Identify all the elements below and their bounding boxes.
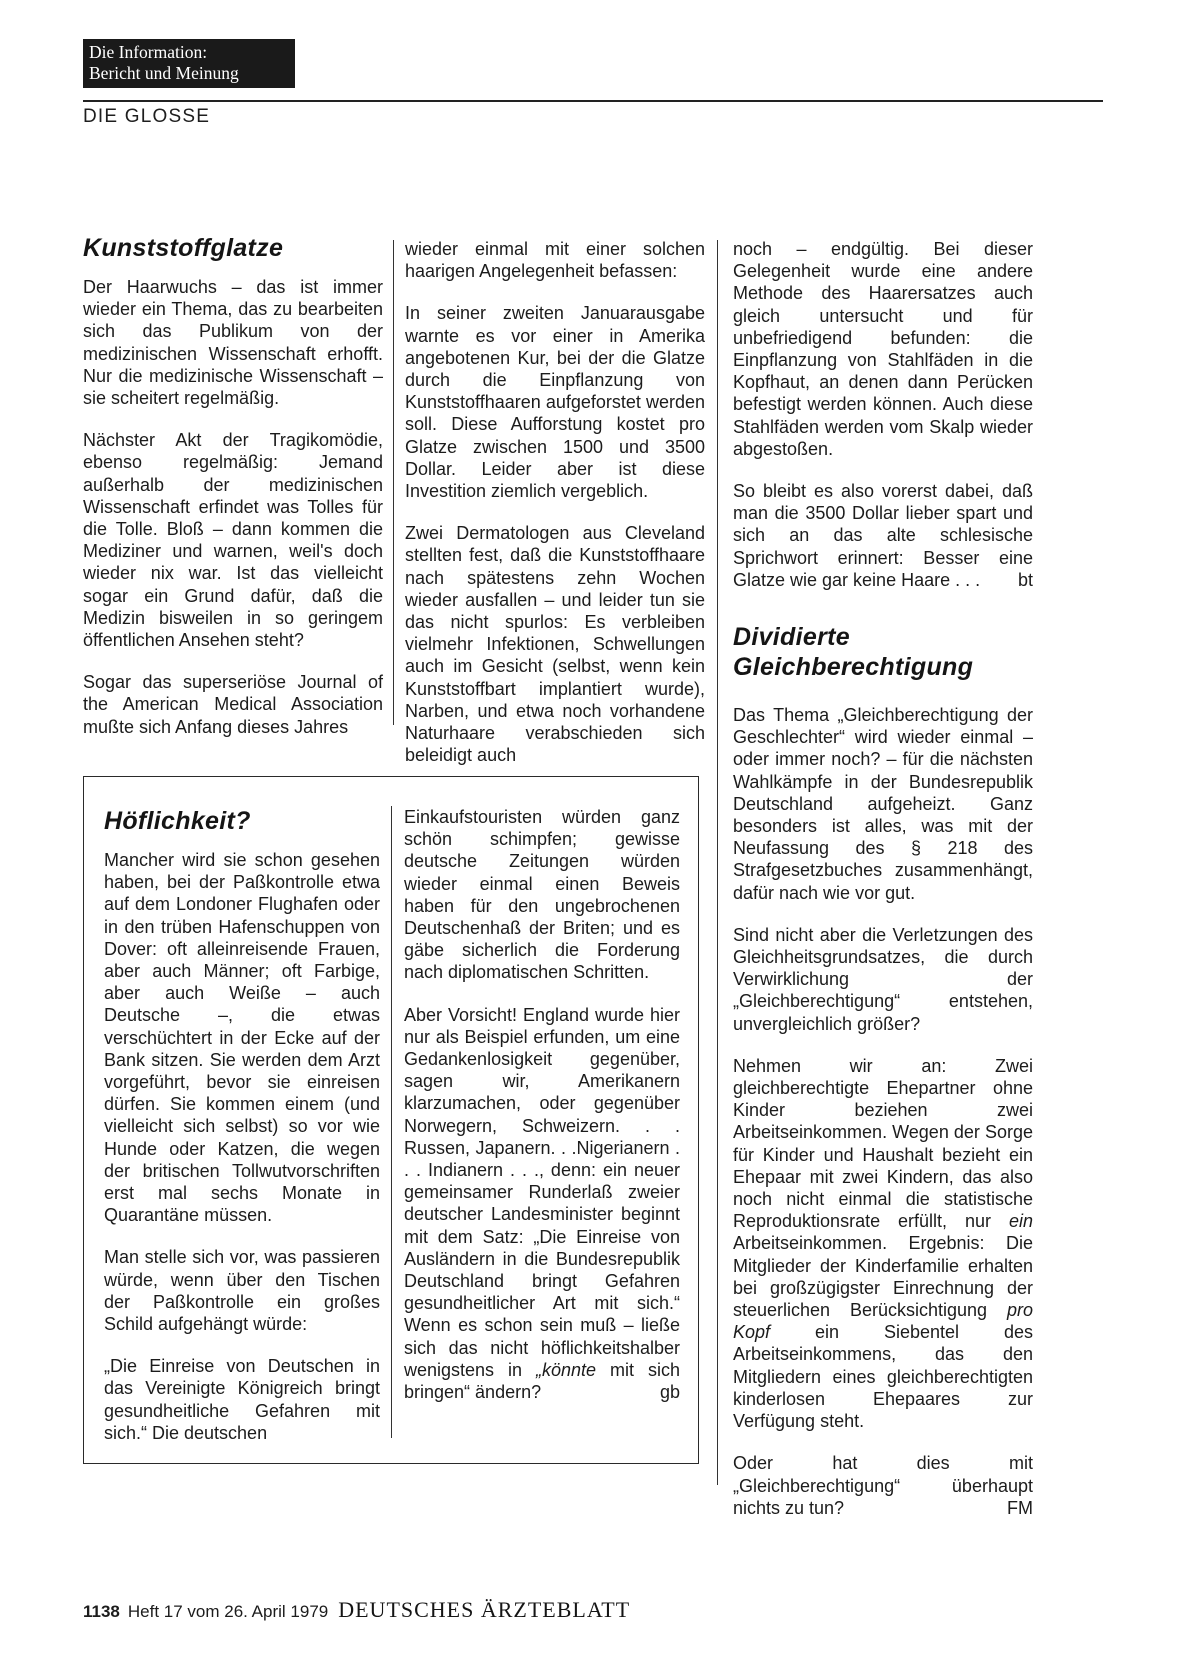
article-kunststoffglatze-col2 <box>405 238 705 766</box>
paragraph: Sogar das superseriöse Journal of the American Medical Association mußte sich Anfang dieses Jahres <box>83 672 383 737</box>
article-kunststoffglatze-col1 <box>83 233 383 738</box>
article-title-gleichberechtigung <box>733 622 1033 682</box>
article-hoeflichkeit-col2 <box>404 806 680 1403</box>
column-rule <box>393 240 394 725</box>
paragraph <box>404 1004 680 1404</box>
paragraph <box>733 1055 1033 1432</box>
title-line: Dividierte <box>733 623 850 651</box>
page-number: 1138 <box>83 1602 120 1621</box>
emphasis: „könnte <box>536 1359 597 1380</box>
paragraph-text: ein Siebentel des Arbeitseinkommens, das den Mitgliedern eines gleichberechtigten kinderlosen Ehepaares zur Verfügung steht. <box>733 1322 1033 1432</box>
paragraph: Zwei Dermatologen aus Cleveland stellten fest, daß die Kunststoffhaare nach spätestens zehn Wochen wieder ausfallen – und leider tun sie das nicht spurlos: Es verbleiben vielmehr Infektionen, Schwellungen auch im Gesicht (selbst, wenn kein Kunststoffbart implantiert wurde), Narben, und etwa noch vorhandene Naturhaare verabschieden sich beleidigt auch <box>405 523 705 766</box>
paragraph: Das Thema „Gleichberechtigung der Geschlechter“ wird wieder einmal – oder immer noch? – für die nächsten Wahlkämpfe in der Bundesrepublik Deutschland aufgeheizt. Ganz besonders ist alles, was mit der Neufassung des § 218 des Strafgesetzbuches zusammenhängt, dafür nach wie vor gut. <box>733 705 1033 903</box>
paragraph-text: Nehmen wir an: Zwei gleichberechtigte Ehepartner ohne Kinder beziehen zwei Arbeitseinkommen. Wegen der Sorge für Kinder und Haushalt bezieht ein Ehepaar mit zwei Kindern, das also noch nicht einmal die statistische Reproduktionsrate erfüllt, nur <box>733 1055 1033 1232</box>
paragraph: wieder einmal mit einer solchen haarigen Angelegenheit befassen: <box>405 239 705 282</box>
column-rule <box>717 240 718 1485</box>
paragraph-text: Aber Vorsicht! England wurde hier nur als Beispiel erfunden, um eine Gedankenlosigkeit gegenüber, sagen wir, Amerikanern klarzumachen, oder gegenüber Norwegern, Schweizern. . . Russen, Japanern. . .Nigerianern . . . Indianern . . ., denn: ein neuer gemeinsamer Runderlaß zweier deutscher Landesminister beginnt mit dem Satz: „Die Einreise von Ausländern in die Bundesrepublik Deutschland bringt Gefahren gesundheitlicher Art mit sich.“ Wenn es schon sein muß – ließe sich das nicht höflichkeitshalber wenigstens in <box>404 1004 680 1380</box>
article-title-hoeflichkeit: Höflichkeit? <box>104 807 251 835</box>
article-title-kunststoffglatze: Kunststoffglatze <box>83 234 284 262</box>
paragraph <box>733 1452 1033 1519</box>
paragraph: noch – endgültig. Bei dieser Gelegenheit wurde eine andere Methode des Haarersatzes auch gleich untersucht und für unbefriedigend befunden: die Einpflanzung von Stahlfäden in die Kopfhaut, an denen dann Perücken befestigt werden können. Auch diese Stahlfäden werden vom Skalp wieder abgestoßen. <box>733 239 1033 459</box>
section-label-line2: Bericht und Meinung <box>89 63 239 83</box>
paragraph: „Die Einreise von Deutschen in das Vereinigte Königreich bringt gesundheitliche Gefahren mit sich.“ Die deutschen <box>104 1356 380 1443</box>
paragraph: Mancher wird sie schon gesehen haben, bei der Paßkontrolle etwa auf dem Londoner Flughafen oder in den trüben Hafenschuppen von Dover: oft alleinreisende Frauen, aber auch Männer; oft Farbige, aber auch Weiße – auch Deutsche –, die etwas verschüchtert in der Ecke auf der Bank sitzen. Sie werden dem Arzt vorgeführt, bevor sie einreisen dürfen. Sie kommen einem (und vielleicht sich selbst) so vor wie Hunde oder Katzen, die wegen der britischen Tollwutvorschriften erst mal sechs Monate in Quarantäne müssen. <box>104 850 380 1226</box>
paragraph <box>733 480 1033 591</box>
author-signature: bt <box>1017 569 1033 590</box>
emphasis: pro Kopf <box>733 1300 1033 1343</box>
article-hoeflichkeit-col1 <box>104 806 380 1444</box>
article-kunststoffglatze-col3 <box>733 238 1033 591</box>
author-signature: gb <box>659 1382 680 1403</box>
rubric-kicker: DIE GLOSSE <box>83 106 211 127</box>
issue-info: Heft 17 vom 26. April 1979 <box>127 1602 329 1621</box>
paragraph: Einkaufstouristen würden ganz schön schimpfen; gewisse deutsche Zeitungen würden wieder einmal einen Beweis haben für den ungebrochenen Deutschenhaß der Briten; und es gäbe sicherlich die Forderung nach diplomatischen Schritten. <box>404 807 680 983</box>
article-gleichberechtigung <box>733 622 1033 1519</box>
author-signature: FM <box>1007 1497 1033 1518</box>
paragraph: In seiner zweiten Januarausgabe warnte es vor einer in Amerika angebotenen Kur, bei der die Glatze durch die Einpflanzung von Kunststoffhaaren aufgeforstet werden soll. Diese Aufforstung kostet pro Glatze zwischen 1500 und 3500 Dollar. Leider aber ist diese Investition ziemlich vergeblich. <box>405 303 705 502</box>
column-rule <box>391 806 392 1438</box>
magazine-name: DEUTSCHES ÄRZTEBLATT <box>338 1597 631 1622</box>
section-label-line1: Die Information: <box>89 42 208 62</box>
paragraph-text: So bleibt es also vorerst dabei, daß man die 3500 Dollar lieber spart und sich an das alte schlesische Sprichwort erinnert: Besser eine Glatze wie gar keine Haare . . . <box>733 481 1033 590</box>
page-footer <box>83 1597 630 1623</box>
header-rule <box>83 100 1103 102</box>
paragraph: Der Haarwuchs – das ist immer wieder ein Thema, das zu bearbeiten sich das Publikum von der medizinischen Wissenschaft erhofft. Nur die medizinische Wissenschaft – sie scheitert regelmäßig. <box>83 277 383 409</box>
paragraph: Sind nicht aber die Verletzungen des Gleichheitsgrundsatzes, die durch Verwirklichung der „Gleichberechtigung“ entstehen, unvergleichlich größer? <box>733 924 1033 1034</box>
paragraph: Nächster Akt der Tragikomödie, ebenso regelmäßig: Jemand außerhalb der medizinischen Wissenschaft erfindet was Tolles für die Tolle. Bloß – dann kommen die Mediziner und warnen, weil's doch wieder nix war. Ist das vielleicht sogar ein Grund dafür, daß die Medizin bisweilen in so geringem öffentlichen Ansehen steht? <box>83 430 383 651</box>
paragraph: Man stelle sich vor, was passieren würde, wenn über den Tischen der Paßkontrolle ein großes Schild aufgehängt würde: <box>104 1247 380 1335</box>
paragraph-text: Oder hat dies mit „Gleichberechtigung“ überhaupt nichts zu tun? <box>733 1453 1033 1518</box>
paragraph-text: mit sich bringen“ ändern? <box>404 1359 680 1403</box>
section-label <box>83 39 295 88</box>
emphasis: ein <box>1008 1211 1033 1232</box>
title-line: Gleichberechtigung <box>733 653 974 681</box>
paragraph-text: Arbeitseinkommen. Ergebnis: Die Mitglieder der Kinderfamilie erhalten bei großzügigster Einrechnung der steuerlichen Berücksichtigung <box>733 1233 1033 1321</box>
